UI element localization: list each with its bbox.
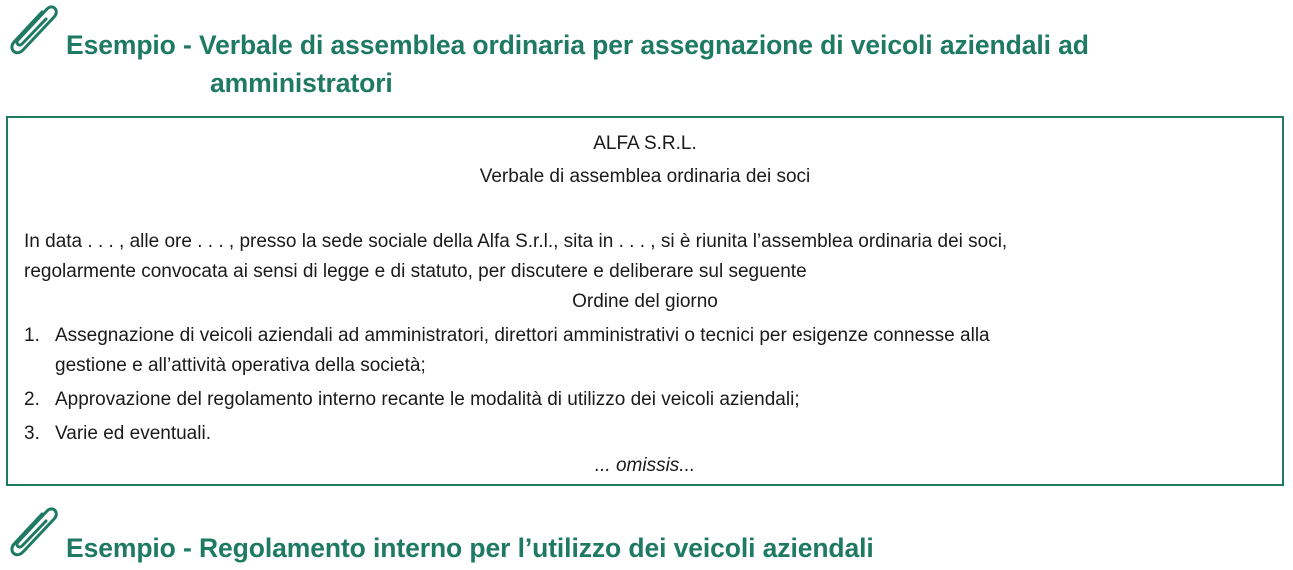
agenda-item-number: 3. bbox=[24, 423, 40, 444]
agenda-item-text: Approvazione del regolamento interno recante le modalità di utilizzo dei veicoli aziendali; bbox=[55, 389, 800, 410]
agenda-title: Ordine del giorno bbox=[572, 291, 718, 312]
omissis-note: ... omissis... bbox=[594, 455, 696, 476]
heading-line-2: amministratori bbox=[210, 68, 393, 98]
example-heading-verbale bbox=[66, 26, 1281, 102]
verbale-document-box bbox=[6, 116, 1284, 486]
heading-text: Esempio - Regolamento interno per l’utilizzo dei veicoli aziendali bbox=[66, 533, 874, 563]
heading-line-1: Esempio - Verbale di assemblea ordinaria per assegnazione di veicoli aziendali ad bbox=[66, 30, 1089, 60]
paperclip-icon bbox=[2, 2, 64, 58]
company-name: ALFA S.R.L. bbox=[593, 133, 697, 154]
agenda-item-number: 2. bbox=[24, 389, 40, 410]
agenda-item-text: Varie ed eventuali. bbox=[55, 423, 211, 444]
intro-line-1: In data . . . , alle ore . . . , presso la sede sociale della Alfa S.r.l., sita in . . . , si è riunita l’assemblea ordinaria dei soci, bbox=[24, 231, 1008, 252]
example-heading-regolamento bbox=[66, 529, 874, 567]
agenda-item-number: 1. bbox=[24, 325, 40, 346]
document-title: Verbale di assemblea ordinaria dei soci bbox=[479, 166, 811, 187]
paperclip-icon bbox=[2, 504, 64, 560]
agenda-item-text-continued: gestione e all’attività operativa della società; bbox=[55, 355, 426, 376]
intro-line-2: regolarmente convocata ai sensi di legge e di statuto, per discutere e deliberare sul seguente bbox=[24, 261, 807, 282]
agenda-item-text: Assegnazione di veicoli aziendali ad amministratori, direttori amministrativi o tecnici per esigenze connesse alla bbox=[55, 325, 990, 346]
